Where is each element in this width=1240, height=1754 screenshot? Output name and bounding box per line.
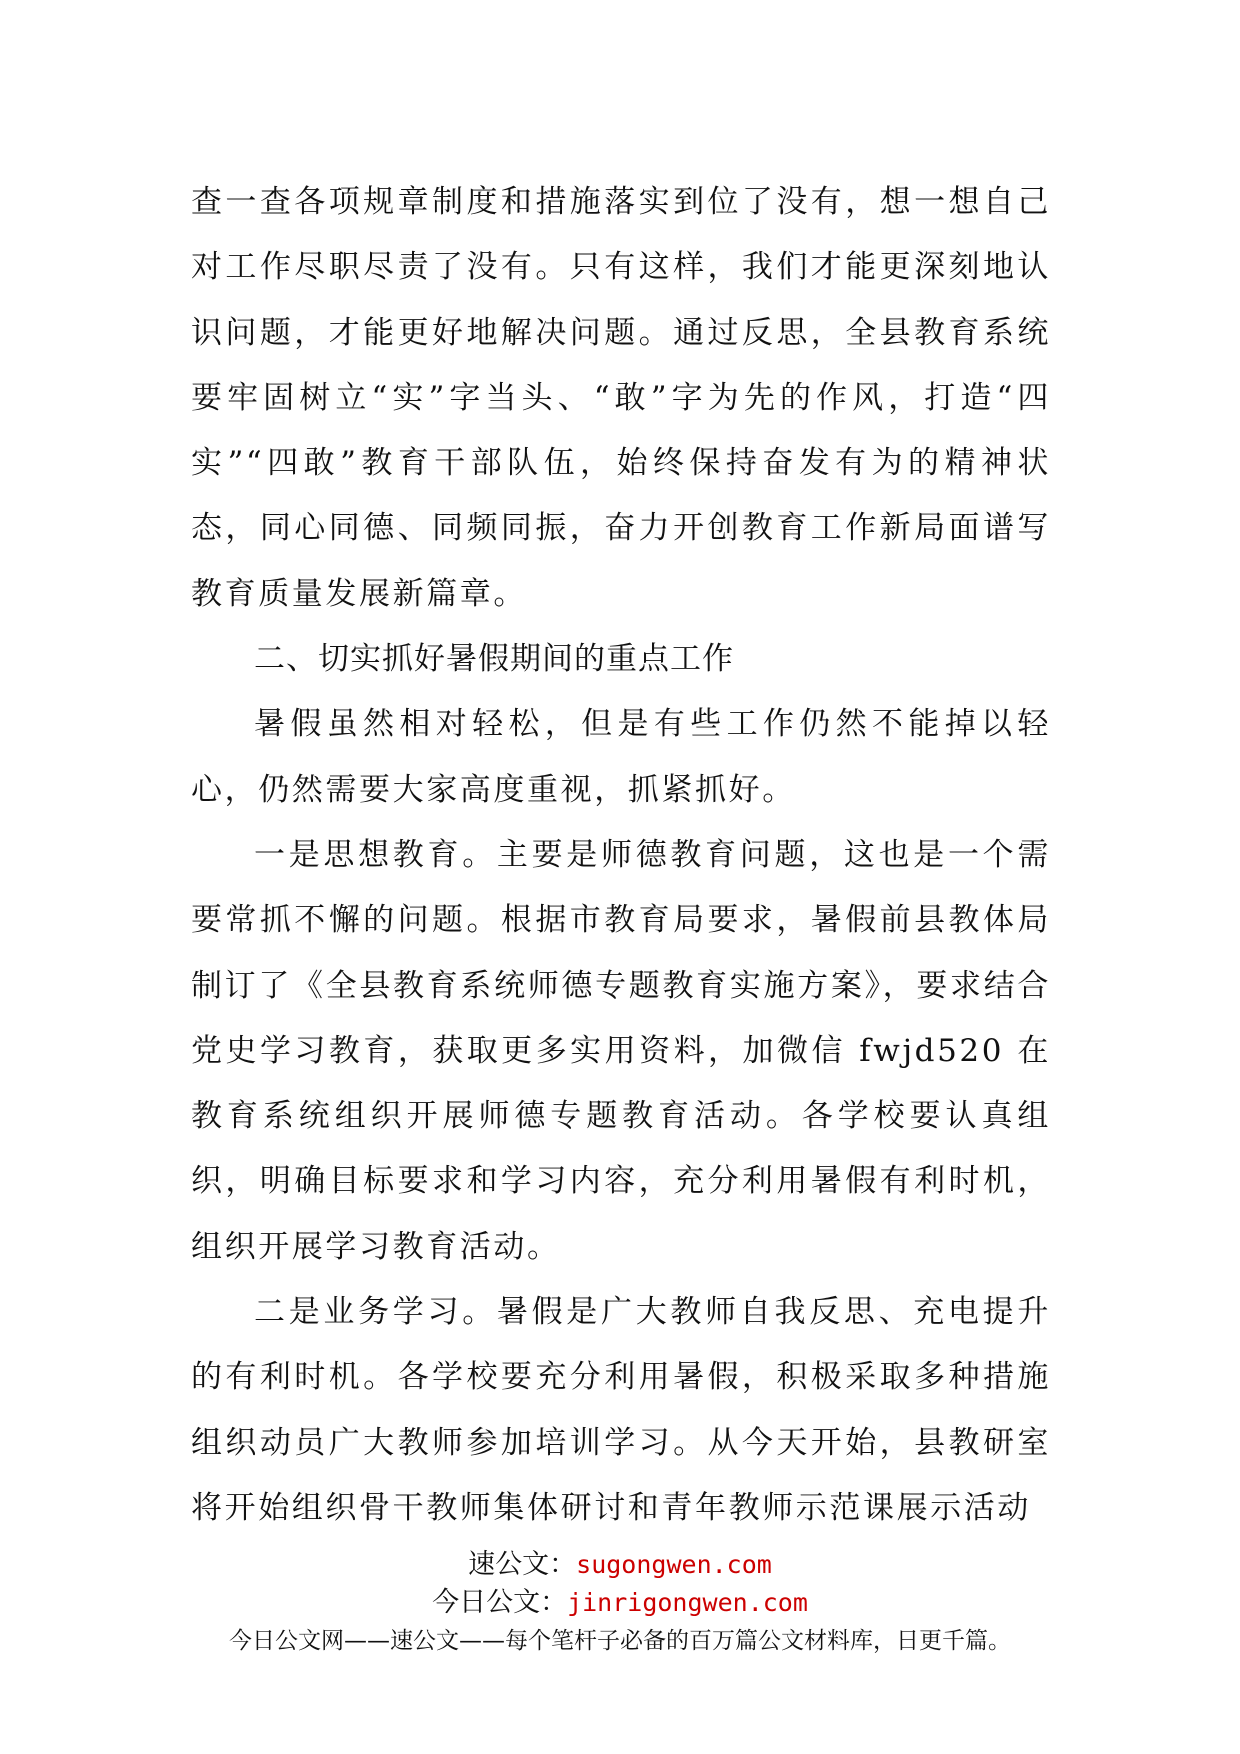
footer-jinrigongwen-link[interactable]: jinrigongwen.com [567,1588,808,1617]
footer-sugongwen-label: 速公文： [468,1549,577,1580]
document-body [191,170,1051,1541]
paragraph-summer-intro: 暑假虽然相对轻松，但是有些工作仍然不能掉以轻心，仍然需要大家高度重视，抓紧抓好。 [191,706,1051,808]
paragraph-ideological-education: 一是思想教育。主要是师德教育问题，这也是一个需要常抓不懈的问题。根据市教育局要求，暑假前县教体局制订了《全县教育系统师德专题教育实施方案》，要求结合党史学习教育，获取更多实用资料，加微信 fwjd520 在教育系统组织开展师德专题教育活动。各学校要认真组织，明确目标要求和学习内容，充分利用暑假有利时机，组织开展学习教育活动。 [191,836,1051,1265]
footer-sugongwen-link[interactable]: sugongwen.com [576,1550,772,1579]
footer-jinrigongwen [0,1580,1240,1619]
footer-sugongwen [0,1542,1240,1581]
paragraph-professional-learning: 二是业务学习。暑假是广大教师自我反思、充电提升的有利时机。各学校要充分利用暑假，积极采取多种措施组织动员广大教师参加培训学习。从今天开始，县教研室将开始组织骨干教师集体研讨和青年教师示范课展示活动 [191,1294,1051,1526]
paragraph-continuation: 查一查各项规章制度和措施落实到位了没有，想一想自己对工作尽职尽责了没有。只有这样，我们才能更深刻地认识问题，才能更好地解决问题。通过反思，全县教育系统要牢固树立“实”字当头、“敢”字为先的作风，打造“四实”“四敢”教育干部队伍，始终保持奋发有为的精神状态，同心同德、同频同振，奋力开创教育工作新局面谱写教育质量发展新篇章。 [191,184,1051,612]
footer-tagline: 今日公文网——速公文——每个笔杆子必备的百万篇公文材料库，日更千篇。 [229,1628,1011,1654]
footer-jinrigongwen-label: 今日公文： [432,1587,568,1618]
section-heading: 二、切实抓好暑假期间的重点工作 [254,641,734,678]
